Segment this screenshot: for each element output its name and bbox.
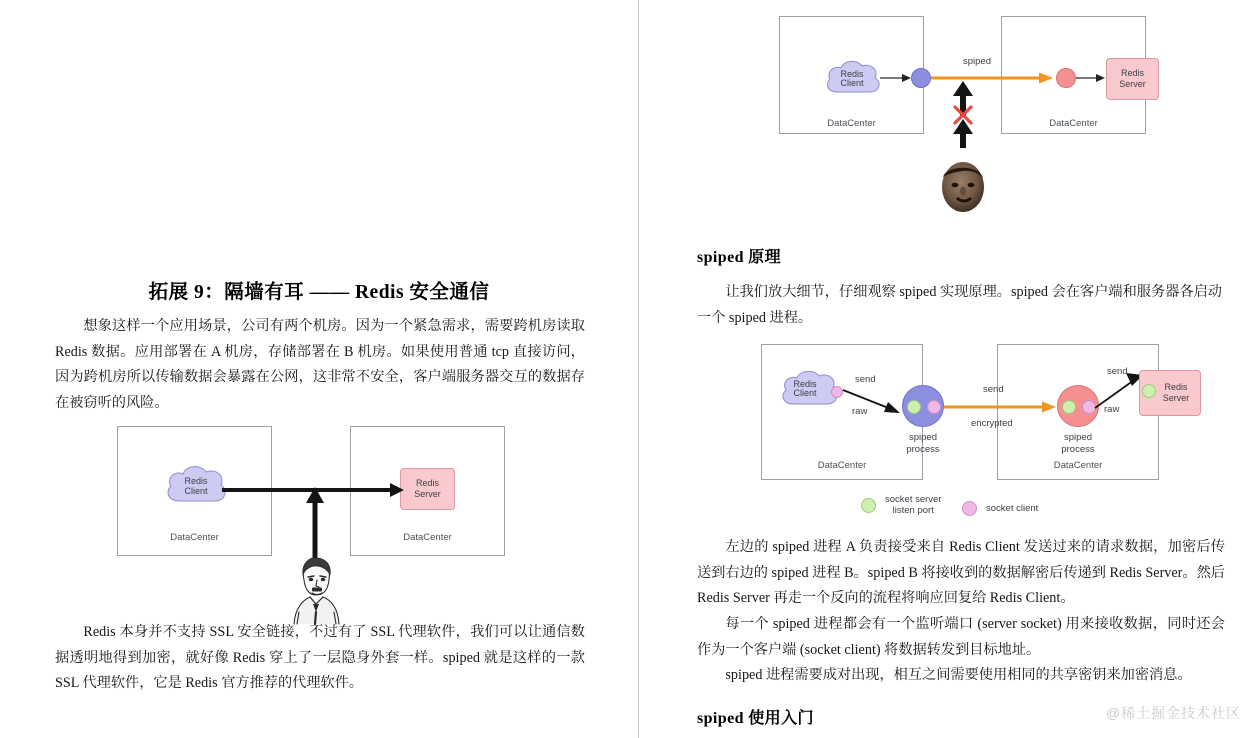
- eavesdropper-photo-icon: [931, 160, 995, 214]
- tunnel-left-datacenter-label: DataCenter: [827, 118, 876, 129]
- client-socket-client-dot: [831, 386, 843, 398]
- legend-socket-client: [962, 501, 1038, 516]
- spiped-to-server-arrow: [1076, 71, 1106, 85]
- spiped-process-b-label: spiped process: [1061, 432, 1095, 455]
- tunnel-label: spiped: [963, 56, 991, 67]
- svg-text:Redis: Redis: [840, 69, 864, 79]
- right-paragraph-2: 左边的 spiped 进程 A 负责接受来自 Redis Client 发送过来的请求数据，加密后传送到右边的 spiped 进程 B。spiped B 将接收到的数据解密后传递到 Redis Server。然后 Redis Server 再走一个反向的流程将响应回复给 Redis Client。: [697, 539, 1225, 606]
- spiped-client-process-node: [911, 68, 931, 88]
- redis-client-label-line1: Redis: [184, 476, 208, 486]
- heading-spiped-principle: spiped 原理: [697, 249, 782, 266]
- edge-label-tunnel-encrypted: encrypted: [971, 418, 1013, 429]
- spipedA-socket-server-dot: [907, 400, 921, 414]
- redis-client-cloud: [162, 461, 230, 519]
- eavesdrop-arrow: [303, 485, 327, 560]
- redis-client-label-line2: Client: [184, 486, 208, 496]
- tunnel-redis-client-cloud: [822, 57, 884, 107]
- right-paragraph-3: 每一个 spiped 进程都会有一个监听端口 (server socket) 用来接收数据，同时还会作为一个客户端 (socket client) 将数据转发到目标地址。: [697, 616, 1225, 658]
- tunnel-right-datacenter-label: DataCenter: [1049, 118, 1098, 129]
- right-paragraph-1: 让我们放大细节，仔细观察 spiped 实现原理。spiped 会在客户端和服务器各启动一个 spiped 进程。: [697, 284, 1222, 326]
- spipedA-socket-client-dot: [927, 400, 941, 414]
- heading-spiped-getting-started: spiped 使用入门: [697, 710, 814, 727]
- spipedB-socket-server-dot: [1062, 400, 1076, 414]
- spiped-server-process-node: [1056, 68, 1076, 88]
- edge-label-server-send: send: [1107, 366, 1128, 377]
- legend-pink-dot-icon: [962, 501, 977, 516]
- redis-server-node: [400, 468, 455, 510]
- legend-socket-server-label: socket server listen port: [885, 494, 942, 516]
- right-paragraph-4: spiped 进程需要成对出现，相互之间需要使用相同的共享密钥来加密消息。: [725, 667, 1192, 683]
- server-socket-server-dot: [1142, 384, 1156, 398]
- page-title: 拓展 9：隔墙有耳 —— Redis 安全通信: [148, 282, 490, 303]
- redis-server-label-line1: Redis: [415, 478, 439, 488]
- legend-socket-server: [861, 494, 942, 516]
- edge-label-tunnel-send: send: [983, 384, 1004, 395]
- detail-encrypted-tunnel-arrow: [944, 400, 1058, 414]
- tunnel-redis-server-label-line2: Server: [1119, 79, 1146, 89]
- detail-redis-server-label-line2: Server: [1162, 393, 1190, 403]
- edge-label-client-send: send: [855, 374, 876, 385]
- right-page-column: [639, 0, 1259, 738]
- eavesdropper-portrait-icon: [286, 552, 346, 624]
- client-to-spiped-arrow: [880, 71, 912, 85]
- blocked-red-x-icon: [951, 103, 975, 127]
- svg-text:Redis: Redis: [793, 379, 817, 389]
- spipedB-socket-client-dot: [1082, 400, 1096, 414]
- edge-label-client-raw: raw: [852, 406, 868, 417]
- spiped-tunnel-diagram: [639, 0, 1259, 225]
- redis-server-label-line2: Server: [414, 489, 441, 499]
- left-paragraph-1: 想象这样一个应用场景，公司有两个机房。因为一个紧急需求，需要跨机房读取 Redis 数据。应用部署在 A 机房，存储部署在 B 机房。如果使用普通 tcp 直接访问，因为跨机房所以传输数据会暴露在公网，这非常不安全，客户端服务器交互的数据存在被窃听的风险。: [55, 318, 585, 411]
- legend-socket-client-label: socket client: [986, 503, 1039, 514]
- left-paragraph-2: Redis 本身并不支持 SSL 安全链接，不过有了 SSL 代理软件，我们可以让通信数据透明地得到加密，就好像 Redis 穿上了一层隐身外套一样。spiped 就是这样的一款 SSL 代理软件，它是 Redis 官方推荐的代理软件。: [55, 624, 585, 691]
- left-datacenter-label: DataCenter: [170, 532, 219, 543]
- svg-text:Client: Client: [840, 78, 864, 88]
- legend-green-dot-icon: [861, 498, 876, 513]
- detail-right-datacenter-label: DataCenter: [1053, 460, 1103, 471]
- detail-left-datacenter-label: DataCenter: [817, 460, 867, 471]
- spiped-process-a-label: spiped process: [906, 432, 940, 455]
- tunnel-redis-server-node: [1106, 58, 1159, 100]
- edge-label-server-raw: raw: [1104, 404, 1120, 415]
- watermark: @稀土掘金技术社区: [1105, 705, 1241, 721]
- detail-redis-server-label-line1: Redis: [1164, 382, 1188, 392]
- svg-text:Client: Client: [793, 388, 817, 398]
- tunnel-redis-server-label-line1: Redis: [1120, 68, 1144, 78]
- right-datacenter-label: DataCenter: [403, 532, 452, 543]
- spiped-process-detail-diagram: [639, 344, 1259, 524]
